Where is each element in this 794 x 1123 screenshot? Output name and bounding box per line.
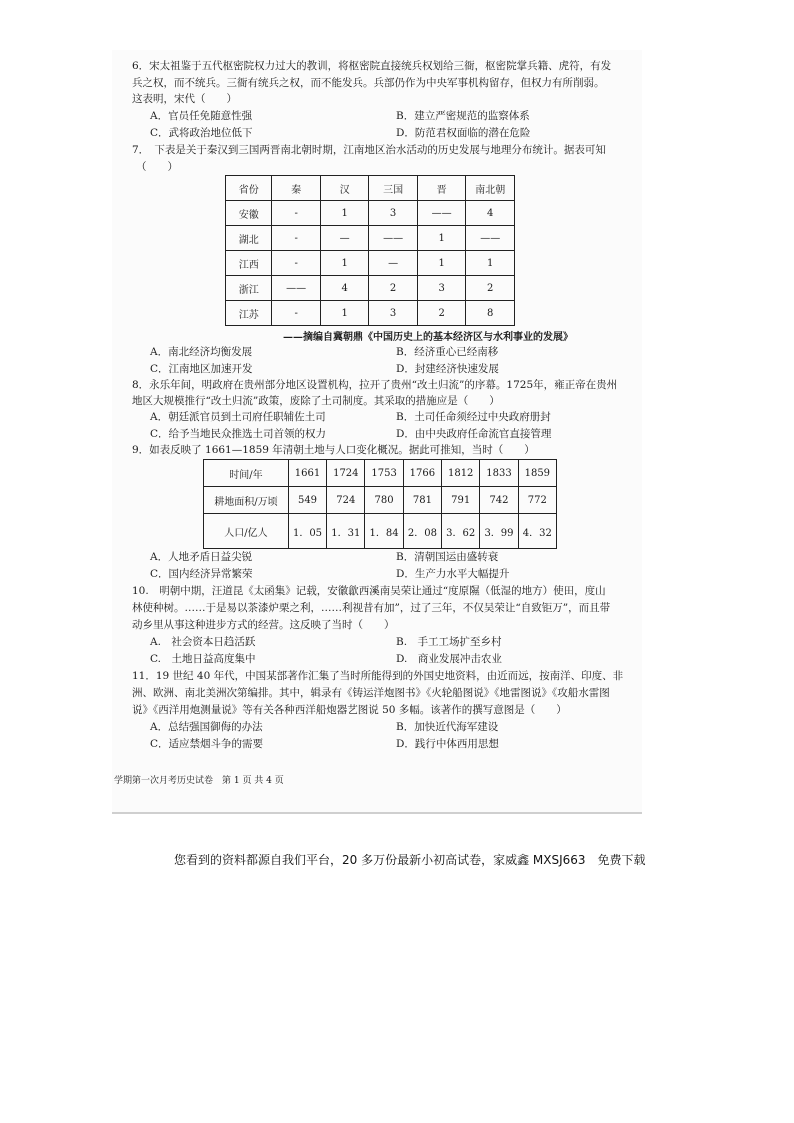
table-cell: ——	[417, 201, 466, 226]
q9-stem-line-1: 9．如表反映了 1661—1859 年清朝土地与人口变化概况。据此可推知，当时（ ）	[132, 444, 535, 456]
q7-option-a: A．南北经济均衡发展	[150, 346, 253, 358]
table-cell: 3	[417, 276, 466, 301]
table-cell: 780	[365, 487, 403, 514]
table-cell: —	[369, 251, 418, 276]
table-cell: 1	[417, 226, 466, 251]
table-cell: 人口/亿人	[204, 514, 289, 549]
table-header-row	[204, 460, 557, 487]
q8-option-d: D．由中央政府任命流官直接管理	[396, 428, 552, 440]
q7-stem-line-1: 7． 下表是关于秦汉到三国两晋南北朝时期，江南地区治水活动的历史发展与地理分布统计。据表可知	[132, 144, 606, 156]
table-header-cell: 汉	[320, 176, 368, 201]
q6-option-d: D．防范君权面临的潜在危险	[396, 127, 531, 139]
table-cell: —	[320, 226, 368, 251]
table-header-cell: 1859	[518, 460, 556, 487]
table-cell: -	[272, 201, 321, 226]
table-row	[204, 514, 557, 549]
q10-stem-line-1: 10. 明朝中期，汪道昆《太函集》记载，安徽歙西溪南吴荣让通过“度原隰（低湿的地方）使田，度山	[132, 585, 606, 597]
q7-stem-line-2: （ ）	[136, 161, 178, 173]
q10-option-b: B. 手工工场扩至乡村	[396, 636, 502, 648]
table-cell: 3	[369, 301, 418, 326]
q9-option-b: B．清朝国运由盛转衰	[396, 551, 499, 563]
table-header-cell: 1833	[480, 460, 518, 487]
table-header-row	[226, 176, 515, 201]
q11-stem-line-3: 说》《西洋用炮测量说》等有关各种西洋船炮器艺图说 50 多幅。该著作的撰写意图是（ ）	[132, 704, 567, 716]
q9-option-c: C．国内经济异常繁荣	[150, 568, 253, 580]
table-cell: 791	[442, 487, 480, 514]
table-cell: 8	[466, 301, 515, 326]
table-cell: 2	[369, 276, 418, 301]
table-cell: 781	[403, 487, 441, 514]
q10-option-c: C. 土地日益高度集中	[150, 653, 256, 665]
table-cell: ——	[369, 226, 418, 251]
table-row	[226, 301, 515, 326]
page-footer: 学期第一次月考历史试卷 第 1 页 共 4 页	[114, 776, 284, 786]
table-cell: 4	[320, 276, 368, 301]
table-cell: 724	[327, 487, 365, 514]
q11-stem-line-1: 11．19 世纪 40 年代，中国某部著作汇集了当时所能得到的外国史地资料，由近而远，按南洋、印度、非	[132, 670, 624, 682]
table-cell: ——	[272, 276, 321, 301]
table-cell: 4．32	[518, 514, 556, 549]
q9-option-a: A．人地矛盾日益尖锐	[150, 551, 253, 563]
table-cell: 3．62	[442, 514, 480, 549]
q7-option-c: C．江南地区加速开发	[150, 363, 253, 375]
table-cell: 742	[480, 487, 518, 514]
table-cell: 1	[417, 251, 466, 276]
table-header-cell: 三国	[369, 176, 418, 201]
q8-option-a: A．朝廷派官员到土司府任职辅佐土司	[150, 411, 326, 423]
q10-stem-line-2: 林使种树。……于是易以茶漆炉栗之利，……利视昔有加”，过了三年，不仅吴荣让“自致钜万”，而且带	[132, 602, 611, 614]
q6-stem-line-3: 这表明，宋代（ ）	[132, 93, 237, 105]
q7-table	[225, 175, 515, 326]
table-row	[226, 226, 515, 251]
q8-stem-line-1: 8．永乐年间，明政府在贵州部分地区设置机构，拉开了贵州“改土归流”的序幕。1725年，雍正帝在贵州	[132, 379, 618, 391]
table-header-cell: 1812	[442, 460, 480, 487]
table-cell: 1	[466, 251, 515, 276]
q11-option-b: B．加快近代海军建设	[396, 721, 499, 733]
table-cell: 1．05	[288, 514, 326, 549]
table-cell: ——	[466, 226, 515, 251]
q6-stem-line-1: 6．宋太祖鉴于五代枢密院权力过大的教训，将枢密院直接统兵权划给三衙，枢密院掌兵籍、虎符，有发	[132, 60, 612, 72]
table-header-cell: 1724	[327, 460, 365, 487]
table-header-cell: 1766	[403, 460, 441, 487]
table-cell: -	[272, 301, 321, 326]
table-cell: 耕地面积/万顷	[204, 487, 289, 514]
download-banner: 您看到的资料都源自我们平台，20 多万份最新小初高试卷，家威鑫 MXSJ663 免费下载	[174, 853, 646, 867]
q7-option-b: B．经济重心已经南移	[396, 346, 499, 358]
table-cell: 549	[288, 487, 326, 514]
q11-option-a: A．总结强国御侮的办法	[150, 721, 263, 733]
table-cell: 772	[518, 487, 556, 514]
table-header-cell: 1753	[365, 460, 403, 487]
q8-option-c: C．给予当地民众推选土司首领的权力	[150, 428, 327, 440]
q10-option-a: A. 社会资本日趋活跃	[150, 636, 256, 648]
table-cell: 江苏	[226, 301, 272, 326]
table-cell: -	[272, 226, 321, 251]
table-cell: 江西	[226, 251, 272, 276]
q6-stem-line-2: 兵之权，而不统兵。三衙有统兵之权，而不能发兵。兵部仍作为中央军事机构留存，但权力有所削弱。	[132, 77, 605, 89]
divider	[112, 812, 642, 814]
table-cell: 3．99	[480, 514, 518, 549]
q6-option-c: C．武将政治地位低下	[150, 127, 253, 139]
table-cell: 3	[369, 201, 418, 226]
q8-stem-line-2: 地区大规模推行“改土归流”政策，废除了土司制度。其采取的措施应是（ ）	[132, 395, 500, 407]
table-header-cell: 南北朝	[466, 176, 515, 201]
table-cell: -	[272, 251, 321, 276]
table-row	[226, 276, 515, 301]
table-cell: 2	[417, 301, 466, 326]
q11-option-d: D．践行中体西用思想	[396, 738, 499, 750]
q6-option-a: A．官员任免随意性强	[150, 110, 253, 122]
q9-table	[203, 459, 557, 549]
q7-table-source: ——摘编自冀朝鼎《中国历史上的基本经济区与水利事业的发展》	[283, 332, 573, 343]
q6-option-b: B．建立严密规范的监察体系	[396, 110, 530, 122]
q10-stem-line-3: 动乡里从事这种进步方式的经营。这反映了当时（ ）	[132, 619, 395, 631]
q10-option-d: D. 商业发展冲击农业	[396, 653, 502, 665]
table-cell: 4	[466, 201, 515, 226]
table-cell: 1．31	[327, 514, 365, 549]
q11-option-c: C．适应禁烟斗争的需要	[150, 738, 264, 750]
table-cell: 浙江	[226, 276, 272, 301]
table-header-cell: 晋	[417, 176, 466, 201]
table-cell: 1	[320, 251, 368, 276]
table-cell: 1	[320, 301, 368, 326]
q11-stem-line-2: 洲、欧洲、南北美洲次第编排。其中，辑录有《铸运洋炮图书》《火轮船图说》《地雷图说》《攻船水雷图	[132, 687, 610, 699]
q9-option-d: D．生产力水平大幅提升	[396, 568, 510, 580]
table-cell: 2．08	[403, 514, 441, 549]
table-row	[204, 487, 557, 514]
table-cell: 湖北	[226, 226, 272, 251]
table-header-cell: 省份	[226, 176, 272, 201]
table-cell: 1．84	[365, 514, 403, 549]
table-cell: 安徽	[226, 201, 272, 226]
table-header-cell: 时间/年	[204, 460, 289, 487]
table-cell: 2	[466, 276, 515, 301]
table-cell: 1	[320, 201, 368, 226]
q8-option-b: B．土司任命须经过中央政府册封	[396, 411, 551, 423]
table-row	[226, 251, 515, 276]
table-header-cell: 1661	[288, 460, 326, 487]
table-header-cell: 秦	[272, 176, 321, 201]
table-row	[226, 201, 515, 226]
q7-option-d: D．封建经济快速发展	[396, 363, 499, 375]
